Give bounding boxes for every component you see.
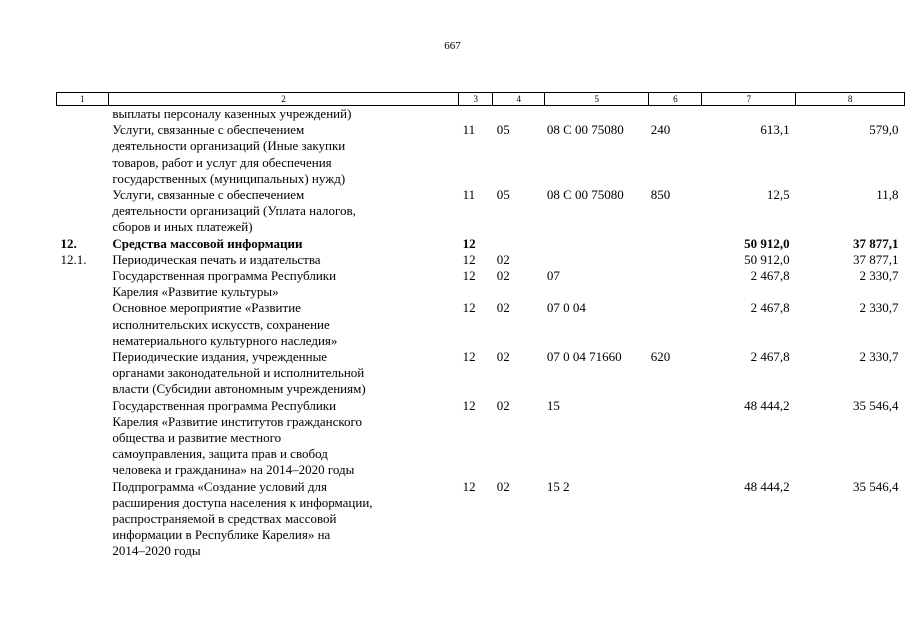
- row-subsection: 02: [496, 251, 510, 267]
- row-amount-1: 48 444,2: [744, 478, 790, 494]
- row-number: 12.1.: [60, 251, 87, 267]
- row-expense-type: [649, 479, 702, 560]
- row-target-code: 07: [546, 268, 560, 284]
- table-row: [57, 106, 905, 123]
- table-row: [57, 187, 905, 236]
- row-amount-1: 50 912,0: [744, 235, 790, 251]
- row-description: Подпрограмма «Создание условий для расширения доступа населения к информации, распространяемой в средствах массовой информации в Республике Карелия» на 2014–2020 годы: [112, 478, 373, 559]
- row-amount-2: 11,8: [876, 187, 899, 203]
- row-amount-2: 2 330,7: [859, 349, 899, 365]
- row-amount-2: 579,0: [869, 122, 899, 138]
- header-col-1: 1: [57, 93, 109, 106]
- row-subsection: [493, 106, 545, 123]
- row-section: 12: [462, 349, 476, 365]
- row-expense-type: [649, 300, 702, 349]
- row-amount-2: 37 877,1: [853, 235, 899, 251]
- header-col-5: 5: [545, 93, 649, 106]
- header-row: [57, 93, 905, 106]
- row-target-code: 08 С 00 75080: [546, 122, 624, 138]
- row-amount-2: 35 546,4: [853, 397, 899, 413]
- table-row: [57, 122, 905, 187]
- row-target-code: 15: [546, 397, 560, 413]
- row-section: 11: [462, 122, 476, 138]
- row-number: [57, 479, 109, 560]
- row-amount-1: 50 912,0: [744, 251, 790, 267]
- table-row: [57, 252, 905, 268]
- row-description: выплаты персоналу казенных учреждений): [112, 106, 352, 121]
- row-number: [57, 349, 109, 398]
- row-expense-type: [649, 106, 702, 123]
- budget-table: [56, 92, 905, 560]
- row-number: 12.: [60, 235, 77, 251]
- header-col-6: 6: [649, 93, 702, 106]
- row-description: Периодические издания, учрежденные органами законодательной и исполнительной власти (Субсидии автономным учреждениям): [112, 349, 366, 397]
- row-description: Услуги, связанные с обеспечением деятельности организаций (Иные закупки товаров, работ и услуг для обеспечения государственных (муниципальных) нужд): [112, 122, 346, 186]
- row-expense-type: [649, 398, 702, 479]
- row-subsection: [493, 236, 545, 252]
- row-subsection: 05: [496, 122, 510, 138]
- row-number: [57, 106, 109, 123]
- row-target-code: [545, 106, 649, 123]
- row-amount-2: [796, 106, 905, 123]
- row-description: Средства массовой информации: [112, 235, 303, 251]
- row-amount-1: 2 467,8: [750, 268, 790, 284]
- header-col-3: 3: [459, 93, 493, 106]
- row-target-code: [545, 236, 649, 252]
- row-amount-2: 37 877,1: [853, 251, 899, 267]
- row-amount-2: 35 546,4: [853, 478, 899, 494]
- row-subsection: 02: [496, 300, 510, 316]
- row-amount-2: 2 330,7: [859, 268, 899, 284]
- row-target-code: 15 2: [546, 478, 570, 494]
- row-section: 11: [462, 187, 476, 203]
- row-section: 12: [462, 251, 476, 267]
- row-expense-type: 240: [650, 122, 671, 138]
- row-number: [57, 187, 109, 236]
- row-number: [57, 398, 109, 479]
- row-description: Периодическая печать и издательства: [112, 251, 321, 267]
- row-section: 12: [462, 478, 476, 494]
- row-expense-type: 850: [650, 187, 671, 203]
- row-subsection: 05: [496, 187, 510, 203]
- table-row: [57, 300, 905, 349]
- row-section: 12: [462, 397, 476, 413]
- row-subsection: 02: [496, 397, 510, 413]
- row-amount-1: [702, 106, 796, 123]
- row-expense-type: [649, 268, 702, 300]
- header-col-2: 2: [108, 93, 458, 106]
- row-section: 12: [462, 300, 476, 316]
- row-amount-1: 2 467,8: [750, 349, 790, 365]
- table-row: [57, 349, 905, 398]
- row-amount-1: 2 467,8: [750, 300, 790, 316]
- row-section: [459, 106, 493, 123]
- table-row: [57, 268, 905, 300]
- table-row: [57, 398, 905, 479]
- header-col-7: 7: [702, 93, 796, 106]
- row-expense-type: 620: [650, 349, 671, 365]
- row-subsection: 02: [496, 349, 510, 365]
- row-subsection: 02: [496, 478, 510, 494]
- row-number: [57, 300, 109, 349]
- row-subsection: 02: [496, 268, 510, 284]
- table-row: [57, 236, 905, 252]
- row-expense-type: [649, 236, 702, 252]
- row-amount-2: 2 330,7: [859, 300, 899, 316]
- row-expense-type: [649, 252, 702, 268]
- row-number: [57, 122, 109, 187]
- header-col-8: 8: [796, 93, 905, 106]
- row-description: Государственная программа Республики Карелия «Развитие культуры»: [112, 268, 337, 300]
- row-section: 12: [462, 268, 476, 284]
- row-target-code: 08 С 00 75080: [546, 187, 624, 203]
- row-description: Услуги, связанные с обеспечением деятельности организаций (Уплата налогов, сборов и иных платежей): [112, 187, 356, 235]
- row-number: [57, 268, 109, 300]
- page-number: 667: [444, 40, 461, 52]
- header-col-4: 4: [493, 93, 545, 106]
- row-amount-1: 48 444,2: [744, 397, 790, 413]
- row-description: Основное мероприятие «Развитие исполнительских искусств, сохранение нематериального культурного наследия»: [112, 300, 338, 348]
- row-amount-1: 613,1: [760, 122, 790, 138]
- table-row: [57, 479, 905, 560]
- row-amount-1: 12,5: [766, 187, 790, 203]
- row-target-code: [545, 252, 649, 268]
- row-target-code: 07 0 04: [546, 300, 586, 316]
- row-section: 12: [462, 235, 476, 251]
- row-description: Государственная программа Республики Карелия «Развитие институтов гражданского общества и развитие местного самоуправления, защита прав и свобод человека и гражданина» на 2014–2020 годы: [112, 397, 363, 478]
- row-target-code: 07 0 04 71660: [546, 349, 622, 365]
